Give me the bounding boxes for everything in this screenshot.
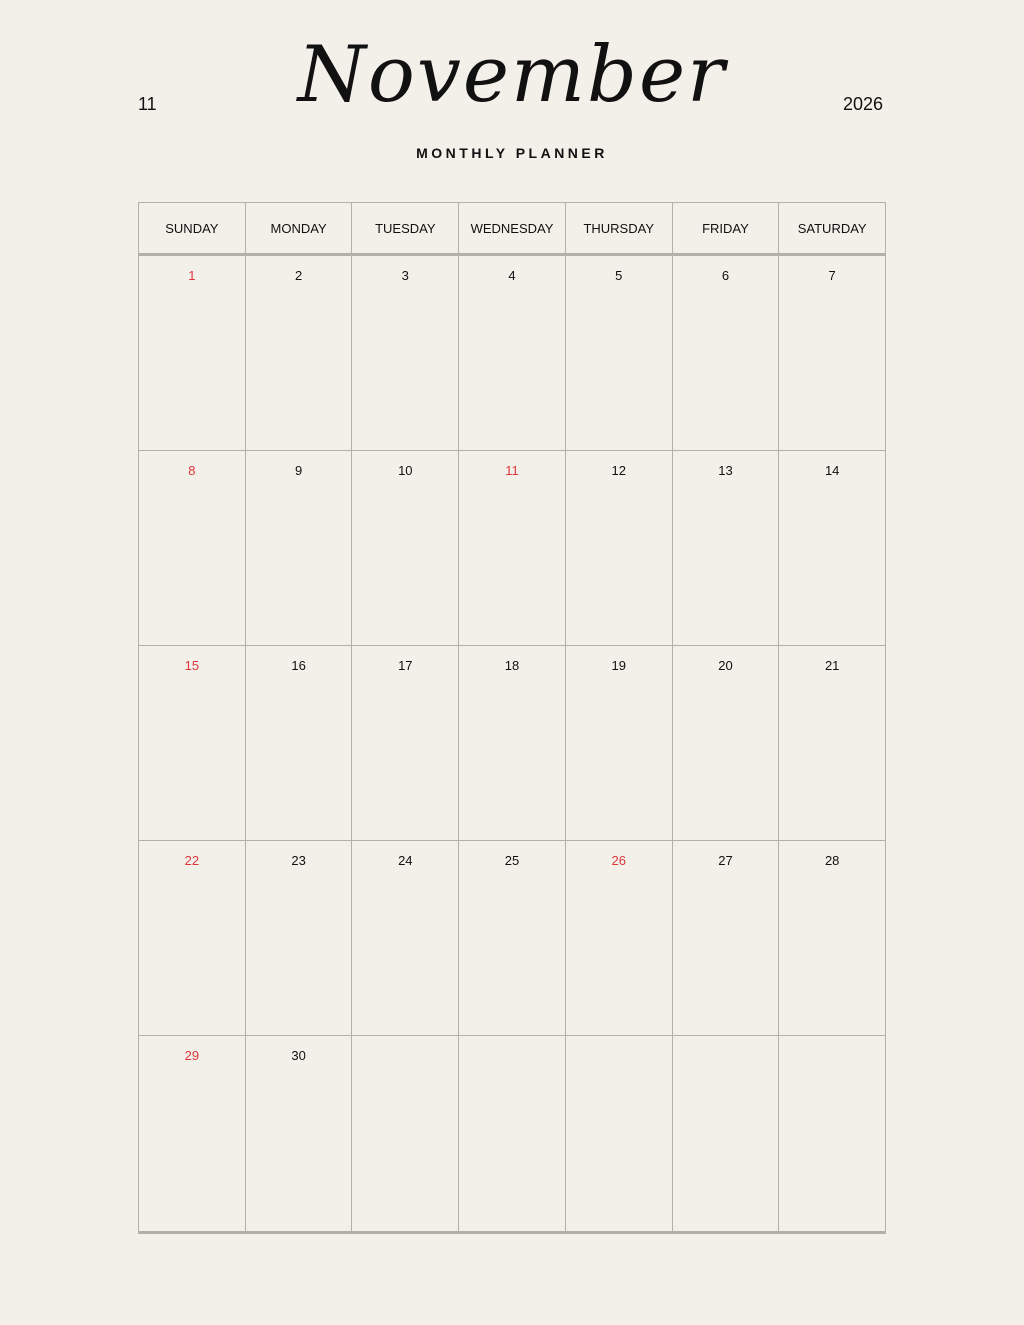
day-cell[interactable]: 17: [352, 646, 459, 840]
day-cell[interactable]: [459, 1036, 566, 1231]
day-cell[interactable]: 3: [352, 256, 459, 450]
day-cell[interactable]: 20: [673, 646, 780, 840]
weekday-friday: FRIDAY: [673, 203, 780, 253]
week-row: [139, 841, 885, 1036]
weekday-monday: MONDAY: [246, 203, 353, 253]
day-cell[interactable]: 23: [246, 841, 353, 1035]
day-cell[interactable]: 28: [824, 853, 840, 868]
week-row: [139, 256, 885, 451]
day-cell[interactable]: 22: [139, 841, 246, 1035]
week-row: [139, 451, 885, 646]
weekday-wednesday: WEDNESDAY: [459, 203, 566, 253]
week-row: [139, 1036, 885, 1231]
planner-subtitle: MONTHLY PLANNER: [416, 145, 608, 161]
day-cell[interactable]: [673, 1036, 780, 1231]
day-cell[interactable]: 16: [246, 646, 353, 840]
day-cell[interactable]: 26: [566, 841, 673, 1035]
day-cell[interactable]: 1: [139, 256, 246, 450]
weekday-saturday: SATURDAY: [797, 220, 867, 236]
day-cell[interactable]: 2: [246, 256, 353, 450]
day-cell[interactable]: 29: [139, 1036, 246, 1231]
day-cell[interactable]: 9: [246, 451, 353, 645]
day-cell[interactable]: 24: [352, 841, 459, 1035]
day-cell[interactable]: 21: [824, 658, 840, 673]
weekday-thursday: THURSDAY: [566, 203, 673, 253]
day-cell[interactable]: 5: [566, 256, 673, 450]
day-cell[interactable]: 30: [246, 1036, 353, 1231]
day-cell[interactable]: 19: [566, 646, 673, 840]
day-cell[interactable]: 25: [459, 841, 566, 1035]
day-cell[interactable]: 6: [673, 256, 780, 450]
day-cell[interactable]: [566, 1036, 673, 1231]
week-row: [139, 646, 885, 841]
weekday-tuesday: TUESDAY: [352, 203, 459, 253]
day-cell[interactable]: [352, 1036, 459, 1231]
month-number: 11: [138, 94, 157, 114]
weekday-sunday: SUNDAY: [139, 203, 246, 253]
day-cell[interactable]: 15: [139, 646, 246, 840]
calendar-grid: [138, 202, 886, 1234]
day-cell[interactable]: 4: [459, 256, 566, 450]
day-cell[interactable]: 12: [566, 451, 673, 645]
year-label: 2026: [843, 94, 884, 114]
day-cell[interactable]: 13: [673, 451, 780, 645]
day-cell[interactable]: 27: [673, 841, 780, 1035]
day-cell[interactable]: 10: [352, 451, 459, 645]
day-cell[interactable]: [779, 1036, 885, 1231]
day-cell[interactable]: 14: [824, 463, 840, 478]
weekday-header-row: [139, 203, 885, 256]
day-cell[interactable]: 11: [459, 451, 566, 645]
month-title: November: [297, 30, 727, 120]
day-cell[interactable]: 18: [459, 646, 566, 840]
day-cell[interactable]: 7: [828, 268, 836, 283]
day-cell[interactable]: 8: [139, 451, 246, 645]
